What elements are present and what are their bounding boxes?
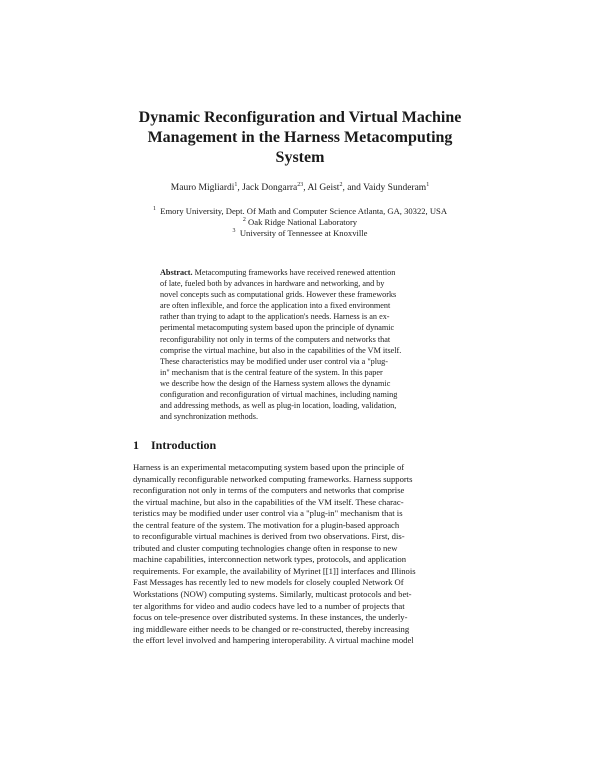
abstract-line	[160, 267, 442, 278]
affiliation-number: 1	[152, 206, 156, 213]
body-line: tributed and cluster computing technologies change often in response to new	[133, 542, 398, 553]
abstract-line: and addressing methods, as well as plug-in location, loading, validation,	[160, 401, 397, 411]
body-line: ing middleware either needs to be changed or re-constructed, thereby increasing	[133, 623, 410, 634]
abstract-line: are often inflexible, and force the application into a fixed environment	[160, 301, 391, 311]
title-line: Dynamic Reconfiguration and Virtual Machine	[138, 109, 462, 126]
body-line: requirements. For example, the availability of Myrinet [[1]] interfaces and Illinois	[133, 565, 416, 576]
affiliation	[60, 206, 540, 217]
body-line: Workstations (NOW) computing systems. Similarly, multicast protocols and bet-	[133, 589, 412, 600]
abstract-line: in" mechanism that is the central feature of the system. In this paper	[160, 367, 383, 377]
title-line: System	[275, 149, 325, 166]
author-affiliation-mark: 1	[234, 181, 238, 188]
author-name: Al Geist	[307, 183, 340, 193]
body-line: machine capabilities, interconnection network types, protocols, and application	[133, 554, 407, 565]
abstract-text: Metacomputing frameworks have received renewed attention	[194, 268, 396, 277]
author-affiliation-mark: 23	[297, 181, 304, 188]
abstract-line: of late, fueled both by advances in hardware and networking, and by	[160, 279, 385, 289]
affiliation-number: 3	[232, 228, 236, 235]
author-affiliation-mark: 2	[339, 181, 343, 188]
author-affiliation-mark: 1	[426, 181, 430, 188]
section-number: 1	[133, 438, 139, 452]
abstract	[160, 267, 442, 422]
body-line: ter algorithms for video and audio codecs have led to a number of projects that	[133, 600, 405, 611]
abstract-line: we describe how the design of the Harness system allows the dynamic	[160, 378, 391, 388]
title-line: Management in the Harness Metacomputing	[147, 129, 453, 146]
affiliation-text: Emory University, Dept. Of Math and Computer Science Atlanta, GA, 30322, USA	[160, 206, 448, 216]
author-name: Jack Dongarra	[242, 183, 298, 193]
body-line: the effort level involved and hampering interoperability. A virtual machine model	[133, 635, 414, 646]
author-name: and Vaidy Sunderam	[347, 183, 427, 193]
section-body	[133, 462, 469, 647]
affiliation	[60, 228, 540, 239]
abstract-line: These characteristics may be modified under user control via a "plug-	[160, 356, 388, 366]
affiliation-list	[60, 206, 540, 239]
author-name: Mauro Migliardi	[170, 183, 235, 193]
abstract-line: novel concepts such as computational grids. However these frameworks	[160, 290, 397, 300]
body-line: Fast Messages has recently led to new models for closely coupled Network Of	[133, 577, 404, 588]
abstract-line: comprise the virtual machine, but also in the capabilities of the VM itself.	[160, 345, 402, 355]
abstract-line: and synchronization methods.	[160, 412, 259, 422]
section-title: Introduction	[151, 438, 217, 452]
affiliation-number: 2	[242, 217, 246, 224]
affiliation-text: University of Tennessee at Knoxville	[239, 228, 368, 238]
abstract-heading: Abstract.	[160, 268, 193, 277]
abstract-line: rather than trying to adapt to the application's needs. Harness is an ex-	[160, 312, 390, 322]
author-list: Mauro Migliardi$^1$, Jack Dongarra$^{23}$, Al Geist$^2$, and Vaidy Sunderam$^1$	[170, 181, 430, 193]
body-line: Harness is an experimental metacomputing system based upon the principle of	[133, 462, 405, 472]
abstract-line: perimental metacomputing system based upon the principle of dynamic	[160, 323, 395, 333]
paper-title	[100, 108, 500, 168]
body-line: dynamically reconfigurable networked computing frameworks. Harness supports	[133, 473, 413, 484]
body-line: teristics may be modified under user control via a "plug-in" mechanism that is	[133, 508, 403, 519]
affiliation	[60, 217, 540, 228]
body-line: the central feature of the system. The motivation for a plugin-based approach	[133, 519, 400, 530]
body-line: to reconfigurable virtual machines is derived from two observations. First, dis-	[133, 531, 405, 542]
affiliation-text: Oak Ridge National Laboratory	[248, 217, 358, 227]
abstract-line: configuration and reconfiguration of virtual machines, including naming	[160, 390, 398, 400]
abstract-line: reconfigurability not only in terms of the computers and networks that	[160, 334, 391, 344]
body-line: focus on tele-presence over distributed systems. In these instances, the underly-	[133, 612, 408, 623]
body-line: the virtual machine, but also in the capabilities of the VM itself. These charac-	[133, 496, 404, 507]
section-heading	[133, 438, 216, 453]
body-line: reconfiguration not only in terms of the computers and networks that comprise	[133, 485, 405, 496]
